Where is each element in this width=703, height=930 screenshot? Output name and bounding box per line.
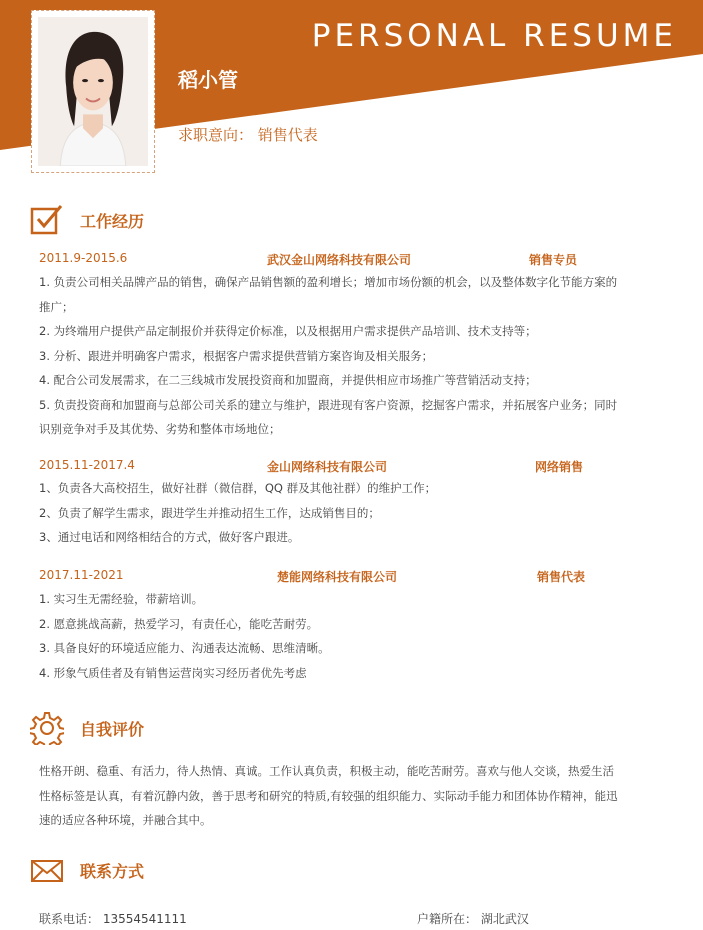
- checkbox-icon: [30, 203, 64, 237]
- job-description: [39, 587, 669, 685]
- evaluation-line: 速的适应各种环境，并融合其中。: [39, 813, 212, 827]
- job-line: 4. 配合公司发展需求，在二三线城市发展投资商和加盟商，并提供相应市场推广等营销活动支持；: [39, 373, 537, 387]
- job-line: 3. 分析、跟进并明确客户需求，根据客户需求提供营销方案咨询及相关服务；: [39, 348, 434, 363]
- job-period: 2015.11-2017.4: [39, 458, 135, 472]
- section-contact: [30, 853, 144, 887]
- job-line: 识别竞争对手及其优势、劣势和整体市场地位；: [39, 422, 281, 436]
- job-header: [39, 568, 679, 586]
- job-company: 金山网络科技有限公司: [267, 460, 388, 474]
- job-role: 销售代表: [537, 570, 586, 584]
- contact-phone: 联系电话： 13554541111: [39, 912, 187, 926]
- job-line: 4. 形象气质佳者及有销售运营岗实习经历者优先考虑: [39, 665, 307, 680]
- section-self-evaluation: [30, 711, 144, 745]
- job-line: 1. 实习生无需经验，带薪培训。: [39, 592, 204, 606]
- job-company: 武汉金山网络科技有限公司: [267, 253, 412, 267]
- job-line: 3. 具备良好的环境适应能力、沟通表达流畅、思维清晰。: [39, 641, 330, 655]
- envelope-icon: [30, 853, 64, 887]
- job-role: 销售专员: [529, 253, 578, 267]
- job-line: 2. 愿意挑战高薪，热爱学习，有责任心，能吃苦耐劳。: [39, 616, 319, 631]
- resume-title: PERSONAL RESUME: [311, 18, 677, 54]
- evaluation-line: 性格标签是认真，有着沉静内敛，善于思考和研究的特质,有较强的组织能力、实际动手能力和团体协作精神，能迅: [39, 788, 618, 803]
- profile-photo-frame: [31, 10, 155, 173]
- job-description: [39, 270, 669, 442]
- self-evaluation-text: [39, 759, 669, 833]
- profile-photo: [38, 17, 148, 166]
- job-period: 2017.11-2021: [39, 568, 124, 582]
- job-line: 2、负责了解学生需求，跟进学生并推动招生工作，达成销售目的；: [39, 505, 380, 520]
- gear-icon: [30, 711, 64, 745]
- job-line: 1. 负责公司相关品牌产品的销售，确保产品销售额的盈利增长；增加市场份额的机会，以及整体数字化节能方案的: [39, 275, 618, 289]
- portrait-image: [38, 17, 148, 166]
- job-line: 2. 为终端用户提供产品定制报价并获得定价标准，以及根据用户需求提供产品培训、技术支持等；: [39, 324, 537, 338]
- job-line: 5. 负责投资商和加盟商与总部公司关系的建立与维护，跟进现有客户资源，挖掘客户需求，并拓展客户业务；同时: [39, 397, 618, 412]
- job-role: 网络销售: [535, 460, 584, 474]
- job-line: 3、通过电话和网络相结合的方式，做好客户跟进。: [39, 530, 300, 544]
- job-description: [39, 476, 669, 550]
- job-header: [39, 458, 679, 476]
- candidate-name: 稻小管: [178, 68, 238, 92]
- job-company: 楚能网络科技有限公司: [277, 570, 398, 584]
- job-line: 推广；: [39, 299, 74, 314]
- section-title: 自我评价: [80, 719, 145, 739]
- job-line: 1、负责各大高校招生，做好社群（微信群，QQ 群及其他社群）的维护工作；: [39, 481, 437, 495]
- section-title: 联系方式: [80, 861, 145, 881]
- section-work-experience: [30, 203, 144, 237]
- contact-origin: 户籍所在： 湖北武汉: [417, 912, 529, 926]
- job-header: [39, 251, 679, 269]
- job-intention: 求职意向： 销售代表: [178, 126, 318, 144]
- section-title: 工作经历: [80, 211, 145, 231]
- evaluation-line: 性格开朗、稳重、有活力，待人热情、真诚。工作认真负责，积极主动，能吃苦耐劳。喜欢与他人交谈，热爱生活: [39, 764, 614, 778]
- job-period: 2011.9-2015.6: [39, 251, 128, 265]
